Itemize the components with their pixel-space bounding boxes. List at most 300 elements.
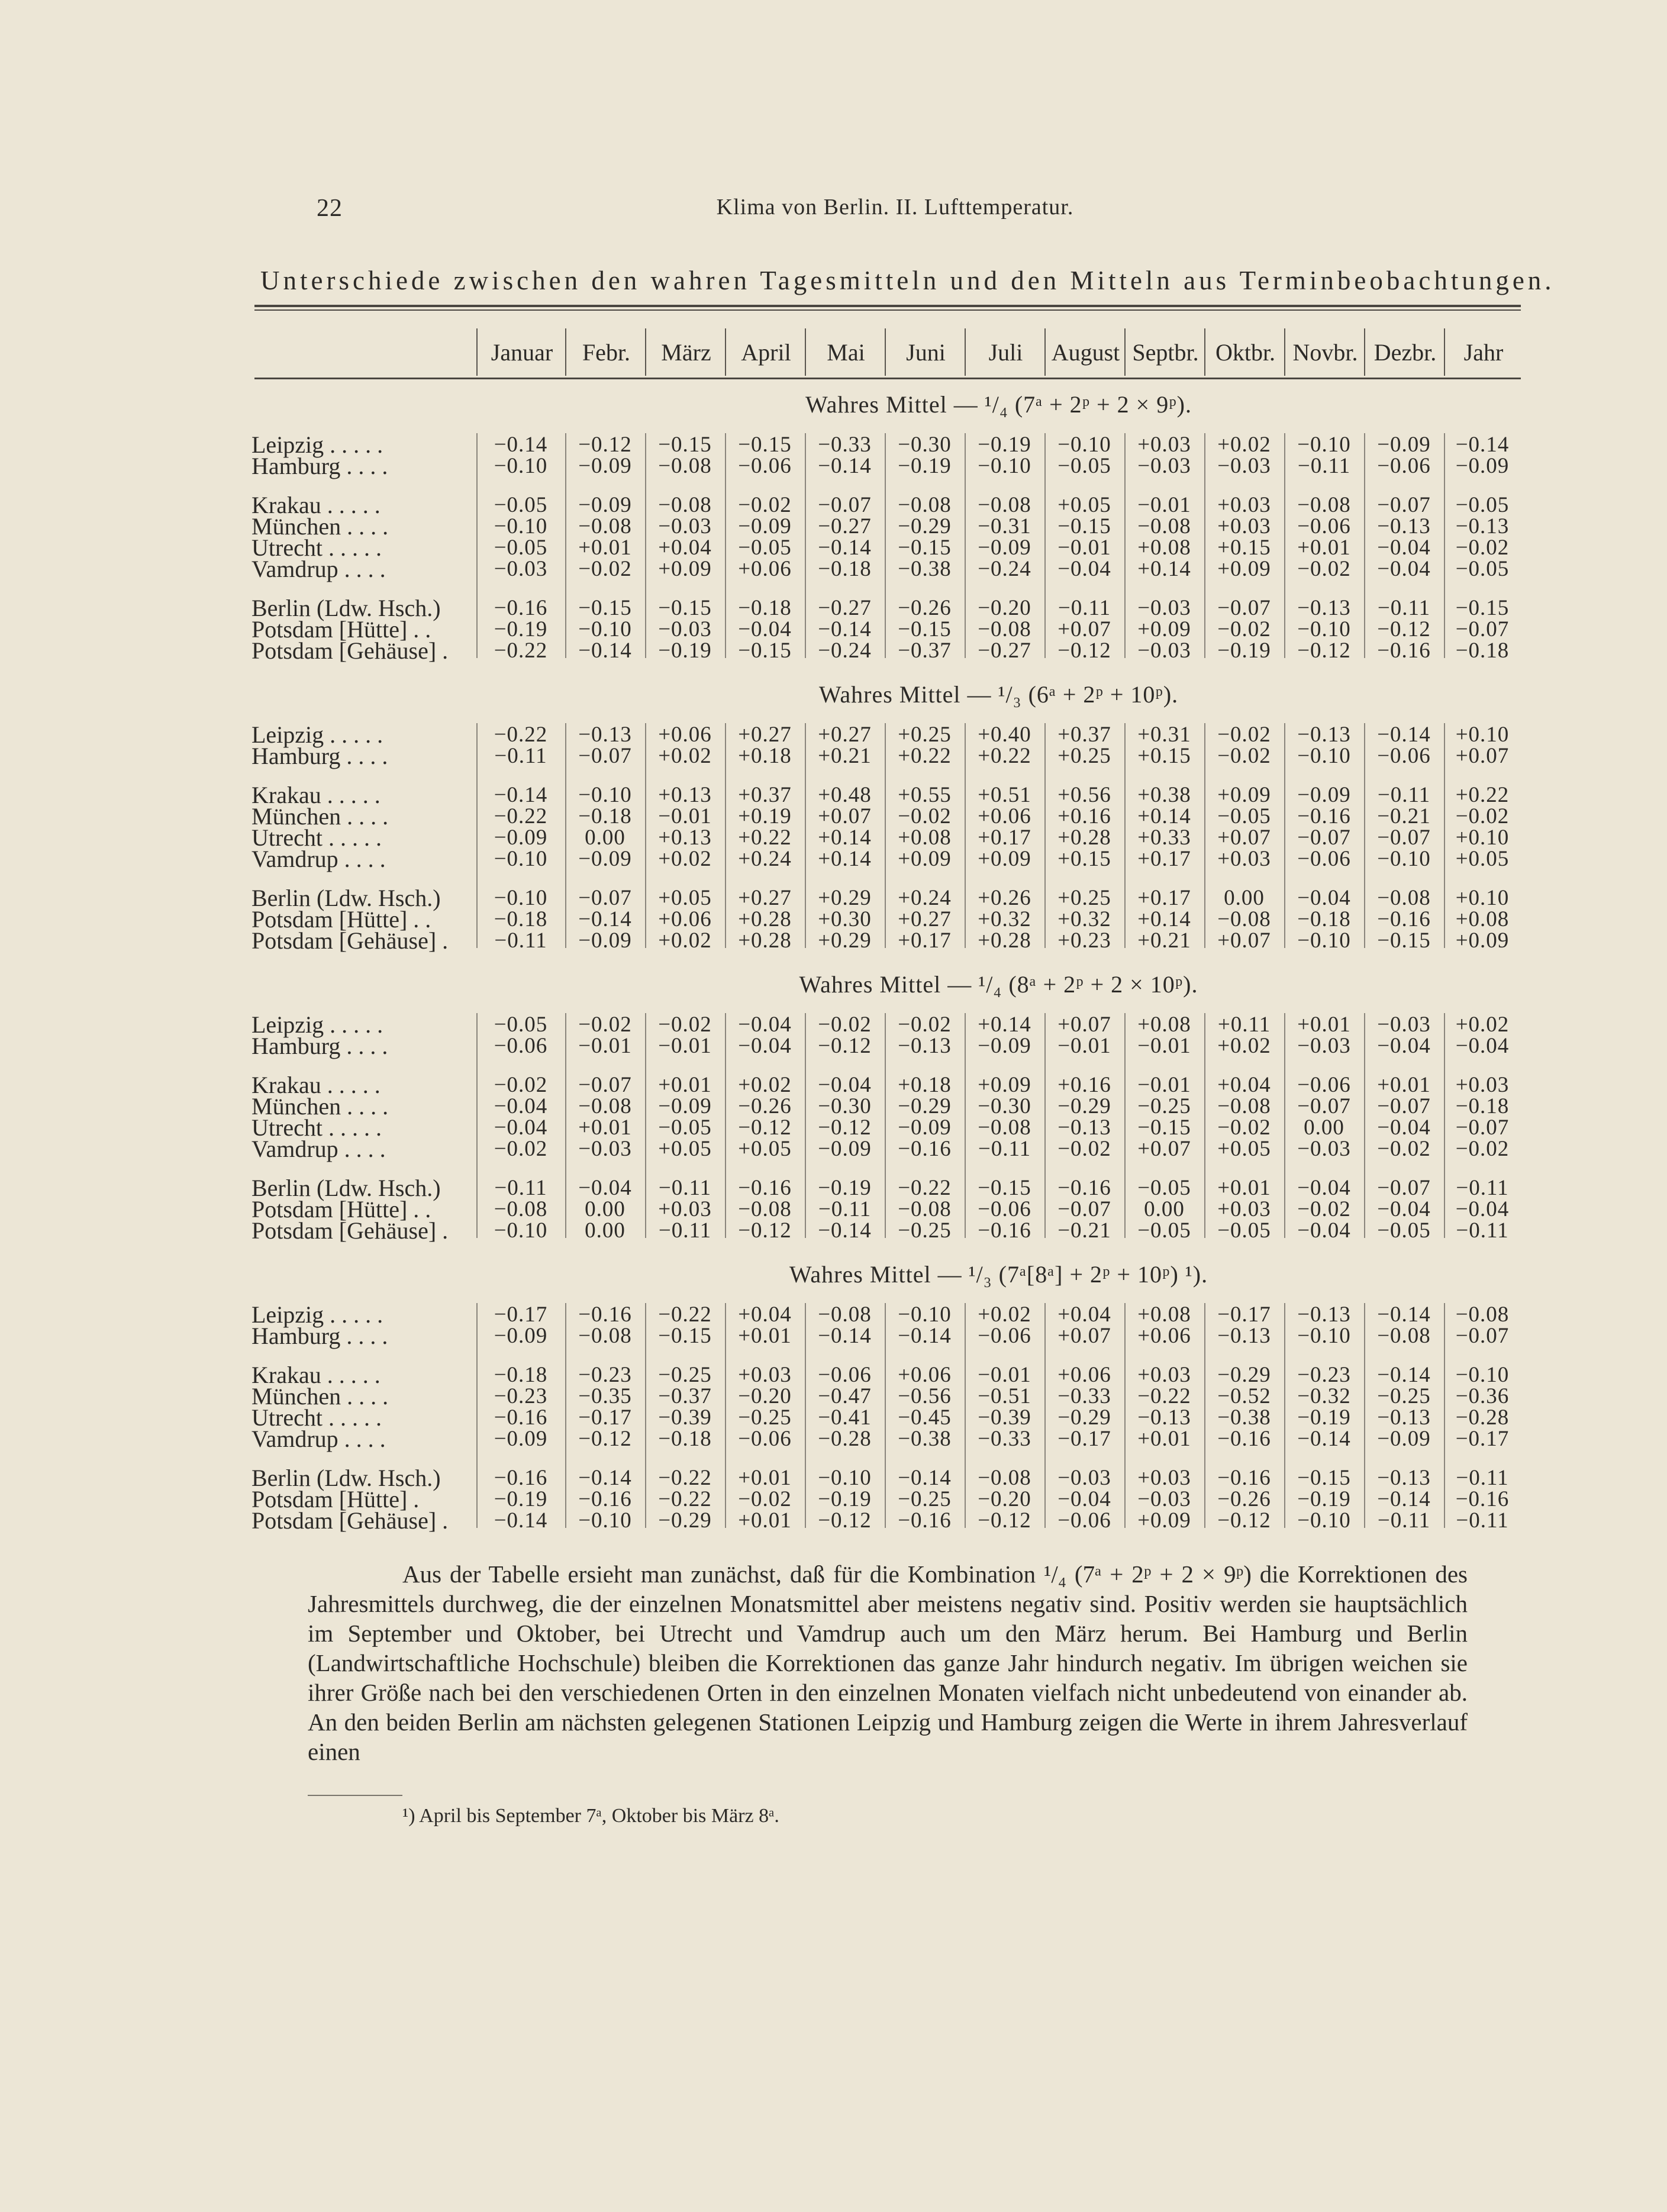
column-separator [565, 1013, 566, 1238]
table-cell: −0.10 [1377, 847, 1431, 871]
row-label: München . . . . [251, 1093, 389, 1120]
table-cell: +0.14 [1137, 804, 1191, 828]
table-cell: −0.16 [978, 1218, 1031, 1243]
table-cell: −0.12 [578, 1427, 632, 1451]
table-cell: −0.03 [1297, 1034, 1351, 1058]
table-cell: −0.15 [1137, 1115, 1191, 1140]
table-cell: −0.02 [578, 1013, 632, 1037]
table-cell: −0.35 [578, 1384, 632, 1408]
table-cell: −0.16 [1057, 1176, 1111, 1200]
column-separator [1444, 723, 1445, 948]
table-cell: −0.39 [978, 1405, 1031, 1430]
table-cell: +0.02 [1217, 1034, 1271, 1058]
table-cell: +0.04 [738, 1302, 792, 1327]
table-cell: −0.01 [1057, 1034, 1111, 1058]
table-cell: −0.28 [1455, 1405, 1510, 1430]
table-cell: −0.16 [898, 1137, 952, 1161]
table-cell: −0.45 [898, 1405, 952, 1430]
column-header: Juli [965, 328, 1046, 376]
table-cell: −0.09 [978, 536, 1031, 560]
table-cell: −0.04 [578, 1176, 632, 1200]
table-cell: −0.09 [494, 1324, 548, 1348]
table-cell: +0.06 [1137, 1324, 1191, 1348]
table-cell: −0.13 [1455, 514, 1510, 539]
table-cell: +0.17 [1137, 886, 1191, 910]
table-cell: +0.03 [658, 1197, 712, 1221]
table-cell: −0.08 [978, 1115, 1031, 1140]
column-separator [1124, 1013, 1126, 1238]
table-cell: −0.22 [494, 723, 548, 747]
section-title: Wahres Mittel — ¹/₃ (6ᵃ + 2ᵖ + 10ᵖ). [818, 681, 1179, 708]
table-cell: −0.05 [1137, 1218, 1191, 1243]
row-label: Hamburg . . . . [251, 743, 388, 769]
table-cell: +0.27 [738, 723, 792, 747]
table-cell: −0.03 [658, 617, 712, 641]
table-cell: −0.08 [1217, 907, 1271, 931]
table-cell: −0.19 [494, 1487, 548, 1511]
table-cell: −0.41 [818, 1405, 872, 1430]
table-cell: −0.52 [1217, 1384, 1271, 1408]
body-paragraph [308, 1559, 1468, 1766]
table-cell: −0.08 [738, 1197, 792, 1221]
table-cell: +0.02 [738, 1073, 792, 1097]
table-cell: −0.08 [978, 617, 1031, 641]
table-cell: +0.14 [1137, 557, 1191, 581]
table-cell: −0.19 [818, 1176, 872, 1200]
table-cell: −0.09 [978, 1034, 1031, 1058]
table-cell: −0.13 [1217, 1324, 1271, 1348]
table-cell: −0.14 [494, 433, 548, 457]
table-cell: +0.07 [1057, 617, 1111, 641]
table-cell: −0.03 [1057, 1466, 1111, 1490]
column-separator [645, 433, 646, 658]
column-separator [565, 723, 566, 948]
table-cell: −0.08 [898, 1197, 952, 1221]
table-cell: −0.14 [1377, 1487, 1431, 1511]
row-label: München . . . . [251, 1383, 389, 1410]
table-cell: −0.19 [1217, 639, 1271, 663]
column-header: Dezbr. [1364, 328, 1445, 376]
table-cell: −0.24 [978, 557, 1031, 581]
table-cell: +0.01 [1217, 1176, 1271, 1200]
column-separator [476, 433, 478, 658]
row-label: Berlin (Ldw. Hsch.) [251, 595, 441, 621]
table-cell: −0.02 [1217, 744, 1271, 768]
table-cell: +0.26 [978, 886, 1031, 910]
column-separator [1204, 1303, 1205, 1528]
table-cell: −0.12 [578, 433, 632, 457]
table-cell: +0.51 [978, 783, 1031, 807]
row-label: Utrecht . . . . . [251, 1404, 382, 1431]
table-cell: −0.14 [898, 1466, 952, 1490]
table-cell: +0.27 [898, 907, 952, 931]
column-header: Febr. [565, 328, 646, 376]
table-cell: −0.02 [1455, 804, 1510, 828]
table-cell: −0.04 [738, 1034, 792, 1058]
table-cell: −0.11 [1456, 1466, 1509, 1490]
column-separator [885, 1013, 886, 1238]
table-cell: −0.27 [978, 639, 1031, 663]
table-cell: −0.02 [738, 1487, 792, 1511]
table-cell: 0.00 [585, 1218, 625, 1243]
table-cell: −0.02 [578, 557, 632, 581]
table-cell: −0.14 [1377, 1302, 1431, 1327]
column-separator [885, 433, 886, 658]
table-cell: +0.33 [1137, 826, 1191, 850]
table-cell: −0.09 [1377, 433, 1431, 457]
footnote: ¹) April bis September 7ᵃ, Oktober bis März 8ᵃ. [402, 1805, 779, 1827]
table-cell: −0.22 [494, 804, 548, 828]
table-cell: −0.19 [1297, 1487, 1351, 1511]
table-cell: −0.11 [658, 1176, 712, 1200]
table-cell: −0.02 [818, 1013, 872, 1037]
table-cell: −0.19 [818, 1487, 872, 1511]
table-cell: −0.07 [1057, 1197, 1111, 1221]
column-separator [1444, 433, 1445, 658]
table-cell: +0.09 [1455, 928, 1510, 953]
table-cell: +0.09 [978, 1073, 1031, 1097]
table-cell: −0.02 [1217, 1115, 1271, 1140]
table-cell: −0.22 [898, 1176, 952, 1200]
table-cell: −0.18 [1455, 1094, 1510, 1118]
column-separator [885, 1303, 886, 1528]
table-cell: −0.09 [494, 826, 548, 850]
row-label: Utrecht . . . . . [251, 534, 382, 561]
table-cell: −0.18 [738, 596, 792, 620]
table-cell: +0.06 [898, 1363, 952, 1387]
table-cell: −0.04 [1377, 536, 1431, 560]
table-cell: +0.06 [658, 723, 712, 747]
table-cell: −0.09 [658, 1094, 712, 1118]
table-cell: +0.02 [658, 847, 712, 871]
table-cell: −0.21 [1377, 804, 1431, 828]
table-cell: +0.09 [978, 847, 1031, 871]
table-cell: −0.39 [658, 1405, 712, 1430]
column-separator [1444, 1013, 1445, 1238]
table-cell: +0.01 [658, 1073, 712, 1097]
row-label: Potsdam [Hütte] . . [251, 906, 431, 933]
table-cell: −0.16 [1377, 639, 1431, 663]
table-cell: −0.08 [978, 493, 1031, 517]
row-label: Krakau . . . . . [251, 1362, 381, 1388]
table-cell: +0.25 [898, 723, 952, 747]
table-cell: −0.05 [1057, 454, 1111, 478]
table-cell: −0.07 [818, 493, 872, 517]
table-cell: −0.02 [658, 1013, 712, 1037]
table-cell: −0.03 [1137, 454, 1191, 478]
table-cell: −0.16 [494, 596, 548, 620]
table-cell: −0.07 [1217, 596, 1271, 620]
table-cell: −0.30 [978, 1094, 1031, 1118]
table-cell: −0.08 [578, 514, 632, 539]
table-cell: −0.09 [578, 847, 632, 871]
table-cell: −0.10 [494, 514, 548, 539]
table-cell: −0.36 [1455, 1384, 1510, 1408]
table-cell: +0.01 [1297, 536, 1351, 560]
table-cell: −0.05 [494, 493, 548, 517]
table-cell: −0.11 [1377, 596, 1431, 620]
column-separator [645, 1303, 646, 1528]
table-cell: −0.20 [978, 1487, 1031, 1511]
table-cell: +0.06 [738, 557, 792, 581]
column-separator [805, 723, 806, 948]
table-cell: +0.07 [1455, 744, 1510, 768]
page-header [311, 194, 1479, 230]
table-cell: +0.16 [1057, 1073, 1111, 1097]
column-separator [476, 1013, 478, 1238]
table-cell: +0.21 [818, 744, 872, 768]
table-cell: −0.22 [658, 1302, 712, 1327]
table-cell: −0.06 [978, 1197, 1031, 1221]
column-separator [805, 1303, 806, 1528]
table-cell: −0.38 [898, 1427, 952, 1451]
table-cell: −0.19 [978, 433, 1031, 457]
table-cell: −0.10 [494, 886, 548, 910]
table-cell: −0.06 [1297, 514, 1351, 539]
column-separator [725, 1303, 726, 1528]
table-cell: −0.21 [1057, 1218, 1111, 1243]
table-cell: −0.15 [1297, 1466, 1351, 1490]
table-cell: −0.20 [738, 1384, 792, 1408]
table-cell: +0.18 [738, 744, 792, 768]
table-cell: −0.04 [818, 1073, 872, 1097]
table-cell: −0.16 [578, 1302, 632, 1327]
table-cell: −0.10 [1297, 433, 1351, 457]
row-label: Utrecht . . . . . [251, 824, 382, 851]
table-cell: +0.05 [1217, 1137, 1271, 1161]
column-header: März [645, 328, 726, 376]
table-cell: −0.15 [978, 1176, 1031, 1200]
table-cell: +0.17 [1137, 847, 1191, 871]
table-cell: −0.17 [494, 1302, 548, 1327]
table-cell: −0.29 [898, 1094, 952, 1118]
table-cell: −0.03 [1377, 1013, 1431, 1037]
table-cell: −0.26 [898, 596, 952, 620]
table-cell: −0.12 [818, 1034, 872, 1058]
table-cell: −0.10 [1297, 928, 1351, 953]
section-title: Wahres Mittel — ¹/₃ (7ᵃ[8ᵃ] + 2ᵖ + 10ᵖ) ¹). [789, 1261, 1208, 1288]
table-cell: −0.10 [818, 1466, 872, 1490]
table-cell: −0.11 [1456, 1508, 1509, 1533]
table-cell: −0.33 [818, 433, 872, 457]
table-cell: −0.08 [1377, 886, 1431, 910]
table-cell: −0.16 [494, 1405, 548, 1430]
table-cell: +0.07 [1057, 1324, 1111, 1348]
row-label: Potsdam [Hütte] . [251, 1486, 420, 1513]
table-cell: −0.27 [818, 514, 872, 539]
column-separator [476, 1303, 478, 1528]
table-cell: −0.13 [1377, 1466, 1431, 1490]
table-cell: −0.10 [578, 617, 632, 641]
table-cell: +0.15 [1137, 744, 1191, 768]
table-cell: −0.18 [578, 804, 632, 828]
table-cell: −0.09 [1455, 454, 1510, 478]
table-cell: −0.10 [1297, 744, 1351, 768]
table-cell: −0.18 [658, 1427, 712, 1451]
table-cell: −0.02 [494, 1137, 548, 1161]
table-cell: +0.29 [818, 886, 872, 910]
table-cell: −0.29 [1057, 1405, 1111, 1430]
table-cell: −0.09 [578, 928, 632, 953]
table-cell: +0.03 [1217, 847, 1271, 871]
column-separator [1284, 433, 1285, 658]
table-cell: −0.01 [978, 1363, 1031, 1387]
table-cell: −0.14 [1297, 1427, 1351, 1451]
table-cell: −0.18 [818, 557, 872, 581]
table-cell: +0.05 [1057, 493, 1111, 517]
table-cell: +0.07 [818, 804, 872, 828]
table-cell: +0.05 [658, 886, 712, 910]
table-cell: +0.10 [1455, 826, 1510, 850]
table-cell: +0.09 [1217, 783, 1271, 807]
table-cell: +0.04 [1057, 1302, 1111, 1327]
table-cell: −0.01 [658, 1034, 712, 1058]
table-cell: −0.08 [494, 1197, 548, 1221]
column-separator [1364, 1303, 1365, 1528]
table-cell: −0.16 [1217, 1466, 1271, 1490]
table-cell: −0.10 [494, 847, 548, 871]
table-cell: −0.16 [578, 1487, 632, 1511]
column-separator [1364, 433, 1365, 658]
table-cell: +0.08 [898, 826, 952, 850]
table-cell: +0.03 [1217, 493, 1271, 517]
table-cell: −0.12 [738, 1115, 792, 1140]
table-cell: −0.04 [1455, 1034, 1510, 1058]
table-cell: +0.22 [1455, 783, 1510, 807]
table-cell: −0.15 [898, 536, 952, 560]
table-cell: −0.14 [578, 907, 632, 931]
table-cell: −0.27 [818, 596, 872, 620]
paragraph-text: Aus der Tabelle ersieht man zunächst, daß für die Kombination ¹/₄ (7ᵃ + 2ᵖ + 2 × 9ᵖ) die Korrektionen des Jahresmittels durchweg, die der einzelnen Monatsmittel aber meistens negativ sind. Positiv werden sie hauptsächlich im September und Oktober, bei Utrecht und Vamdrup auch um den März herum. Bei Hamburg und Berlin (Landwirtschaftliche Hochschule) bleiben die Korrektionen das ganze Jahr hindurch negativ. Im übrigen weichen sie ihrer Größe nach bei den verschiedenen Orten in den einzelnen Monaten vielfach nicht unbedeutend von einander ab. An den beiden Berlin am nächsten gelegenen Stationen Leipzig und Hamburg zeigen die Werte in ihrem Jahresverlauf einen [308, 1560, 1468, 1765]
column-separator [645, 723, 646, 948]
table-cell: 0.00 [585, 1197, 625, 1221]
table-cell: +0.05 [658, 1137, 712, 1161]
column-separator [805, 433, 806, 658]
table-cell: −0.09 [578, 493, 632, 517]
column-separator [1284, 723, 1285, 948]
row-label: Hamburg . . . . [251, 453, 388, 479]
table-cell: −0.29 [658, 1508, 712, 1533]
table-cell: −0.18 [494, 907, 548, 931]
row-label: Berlin (Ldw. Hsch.) [251, 885, 441, 911]
table-cell: −0.12 [1057, 639, 1111, 663]
table-cell: −0.04 [1377, 557, 1431, 581]
column-separator [725, 1013, 726, 1238]
table-cell: −0.14 [818, 536, 872, 560]
table-cell: −0.06 [738, 1427, 792, 1451]
column-separator [965, 1013, 966, 1238]
table-cell: −0.09 [1377, 1427, 1431, 1451]
table-cell: −0.12 [1297, 639, 1351, 663]
table-cell: +0.04 [658, 536, 712, 560]
table-cell: +0.08 [1455, 907, 1510, 931]
table-cell: −0.11 [1297, 454, 1351, 478]
row-label: Leipzig . . . . . [251, 1011, 383, 1038]
row-label: Leipzig . . . . . [251, 431, 383, 458]
table-cell: +0.06 [978, 804, 1031, 828]
table-cell: +0.09 [1217, 557, 1271, 581]
table-cell: −0.25 [1137, 1094, 1191, 1118]
table-cell: −0.04 [1377, 1034, 1431, 1058]
table-cell: −0.22 [494, 639, 548, 663]
row-label: Krakau . . . . . [251, 1072, 381, 1098]
row-label: Vamdrup . . . . [251, 1426, 386, 1452]
table-cell: +0.08 [1137, 1302, 1191, 1327]
column-separator [1284, 1013, 1285, 1238]
table-cell: +0.17 [898, 928, 952, 953]
table-cell: −0.01 [578, 1034, 632, 1058]
row-label: Leipzig . . . . . [251, 1301, 383, 1328]
column-separator [1044, 433, 1046, 658]
table-cell: −0.24 [818, 639, 872, 663]
table-cell: −0.06 [1377, 454, 1431, 478]
table-cell: −0.09 [494, 1427, 548, 1451]
table-cell: −0.01 [1137, 1034, 1191, 1058]
table-cell: −0.05 [1455, 493, 1510, 517]
table-cell: +0.01 [738, 1324, 792, 1348]
table-cell: −0.03 [1137, 639, 1191, 663]
table-cell: −0.38 [1217, 1405, 1271, 1430]
table-cell: −0.25 [738, 1405, 792, 1430]
table-cell: −0.05 [1217, 1218, 1271, 1243]
table-cell: −0.31 [978, 514, 1031, 539]
table-cell: +0.27 [818, 723, 872, 747]
table-cell: −0.07 [1455, 617, 1510, 641]
table-cell: −0.07 [578, 744, 632, 768]
table-cell: −0.01 [1057, 536, 1111, 560]
table-cell: +0.37 [738, 783, 792, 807]
table-cell: −0.09 [1297, 783, 1351, 807]
column-separator [1044, 1013, 1046, 1238]
table-cell: +0.02 [978, 1302, 1031, 1327]
row-label: Berlin (Ldw. Hsch.) [251, 1465, 441, 1491]
table-cell: −0.23 [578, 1363, 632, 1387]
row-label: München . . . . [251, 513, 389, 540]
table-cell: +0.09 [1137, 1508, 1191, 1533]
table-cell: −0.08 [578, 1094, 632, 1118]
table-cell: +0.13 [658, 826, 712, 850]
section-title: Wahres Mittel — ¹/₄ (8ᵃ + 2ᵖ + 2 × 10ᵖ). [799, 971, 1198, 998]
table-cell: +0.01 [578, 536, 632, 560]
table-cell: −0.07 [1377, 826, 1431, 850]
table-cell: +0.28 [738, 907, 792, 931]
table-cell: −0.14 [818, 617, 872, 641]
table-cell: −0.08 [898, 493, 952, 517]
table-cell: −0.17 [1455, 1427, 1510, 1451]
table-cell: −0.15 [578, 596, 632, 620]
table-cell: −0.23 [1297, 1363, 1351, 1387]
column-separator [1124, 723, 1126, 948]
table-cell: +0.02 [1455, 1013, 1510, 1037]
table-cell: +0.09 [658, 557, 712, 581]
column-separator [1044, 1303, 1046, 1528]
column-header: Jahr [1444, 328, 1522, 376]
table-cell: −0.16 [1297, 804, 1351, 828]
column-header: August [1044, 328, 1126, 376]
table-cell: −0.15 [658, 1324, 712, 1348]
table-cell: −0.04 [494, 1094, 548, 1118]
table-cell: 0.00 [585, 826, 625, 850]
table-cell: +0.05 [1455, 847, 1510, 871]
table-cell: +0.15 [1057, 847, 1111, 871]
table-cell: −0.01 [658, 804, 712, 828]
table-cell: +0.22 [898, 744, 952, 768]
column-separator [565, 1303, 566, 1528]
table-cell: +0.01 [578, 1115, 632, 1140]
table-cell: −0.14 [1377, 723, 1431, 747]
table-cell: −0.10 [1297, 1324, 1351, 1348]
table-cell: −0.22 [1137, 1384, 1191, 1408]
